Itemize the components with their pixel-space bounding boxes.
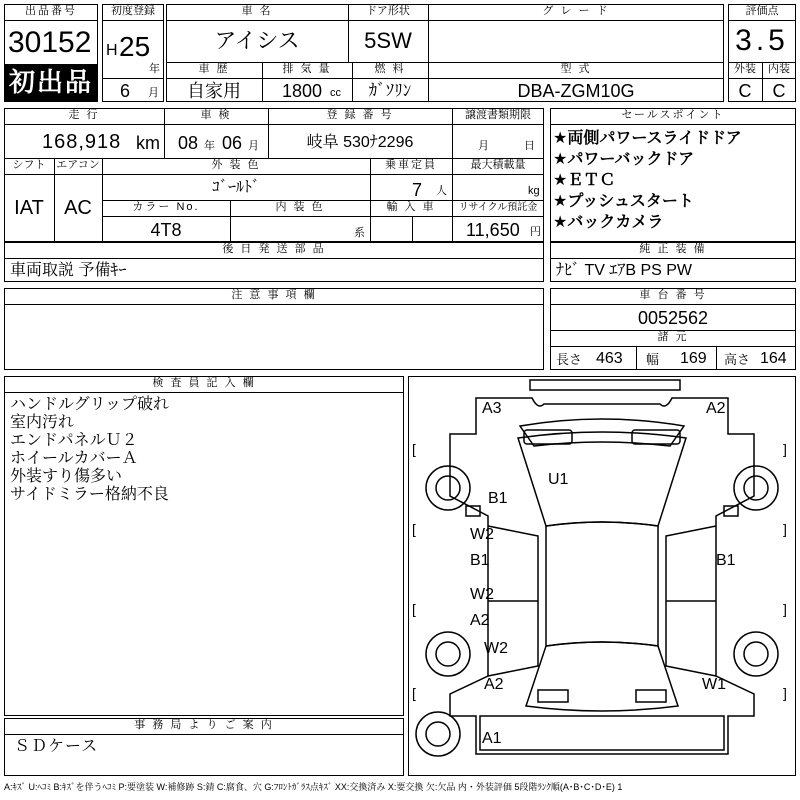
damage-mark: B1 (470, 552, 490, 569)
legend: A:ｷｽﾞ U:ﾍｺﾐ B:ｷｽﾞを伴うﾍｺﾐ P:要塗装 W:補修跡 S:錆 C:腐食、穴 G:ﾌﾛﾝﾄｶﾞﾗｽ点ｷｽﾞ XX:交換済み X:要交換 欠:欠品 内・外装評価 5段階ﾗﾝｸ順(A･B･C･D･E) 1 (4, 782, 623, 792)
sales-point-item: ★プッシュスタート (553, 193, 694, 210)
color-label: 外 装 色 (211, 159, 261, 171)
load-label: 最大積載量 (470, 159, 526, 171)
damage-mark: W1 (702, 676, 726, 693)
inspector-label: 検 査 員 記 入 欄 (152, 377, 256, 389)
history: 自家用 (187, 81, 241, 101)
left-taillight (538, 690, 568, 702)
ac: AC (64, 197, 92, 219)
damage-mark: W2 (484, 640, 508, 657)
month-unit: 月 (148, 87, 159, 99)
later-parts: 車両取説 予備ｷｰ (10, 262, 127, 279)
year-unit: 年 (149, 63, 160, 75)
office-note: ＳＤケース (14, 738, 99, 755)
mileage-unit: km (136, 133, 160, 153)
damage-mark: W2 (470, 586, 494, 603)
inspection-month: 06 (222, 133, 243, 153)
damage-mark: A2 (470, 612, 490, 629)
inspection-year-unit: 年 (204, 140, 215, 152)
side-bracket: ] (783, 685, 787, 701)
roof (546, 522, 658, 646)
side-bracket: [ (412, 601, 416, 617)
era: H (106, 42, 118, 59)
inspector-note: ハンドルグリップ破れ (10, 396, 170, 413)
capacity: 7 (412, 180, 423, 200)
sales-point-item: ★両側パワースライドドア (553, 130, 742, 147)
reg-no-label: 登 録 番 号 (326, 109, 394, 121)
inspector-note: エンドパネルＵ２ (10, 432, 138, 449)
inspector-notes (10, 396, 169, 504)
inspector-note: 室内汚れ (10, 414, 75, 431)
fuel-label: 燃 料 (374, 63, 406, 75)
transfer-label: 譲渡書類期限 (465, 109, 531, 121)
import-label: 輸 入 車 (386, 201, 436, 213)
damage-mark: A2 (484, 676, 504, 693)
inspection-label: 車 検 (200, 109, 232, 121)
car-name-label: 車 名 (241, 5, 273, 17)
front-bumper (530, 380, 680, 390)
sales-point-item: ★ＥＴＣ (553, 172, 616, 189)
spare-tire (416, 712, 460, 756)
height-label: 高さ (724, 352, 751, 367)
capacity-unit: 人 (436, 185, 447, 197)
damage-mark: A2 (706, 400, 726, 417)
displacement: 1800 (282, 81, 323, 101)
later-parts-label: 後 日 発 送 部 品 (222, 243, 326, 255)
registration-year: 25 (119, 31, 151, 62)
door-label: ドア形状 (366, 5, 410, 17)
mileage-label: 走 行 (68, 109, 100, 121)
first-listing-badge: 初出品 (5, 64, 97, 101)
inspection-year: 08 (178, 133, 199, 153)
recycle-fee: 11,650 (466, 220, 520, 240)
ac-label: エアコン (56, 159, 100, 171)
transfer-day-unit: 日 (524, 140, 535, 152)
inspector-note: ホイールカバーＡ (10, 450, 138, 467)
damage-mark: U1 (548, 471, 569, 488)
right-taillight (636, 690, 666, 702)
rear-window (526, 642, 678, 711)
capacity-label: 乗車定員 (385, 159, 437, 171)
color-no: 4T8 (150, 220, 182, 240)
sales-points-list (553, 128, 795, 233)
inspection-month-unit: 月 (248, 140, 259, 152)
damage-mark: B1 (716, 552, 736, 569)
side-bracket: [ (412, 685, 416, 701)
lot-number-label: 出品番号 (25, 5, 77, 17)
damage-mark: W2 (470, 526, 494, 543)
rear-bumper (480, 716, 724, 750)
mileage: 168,918 (42, 131, 122, 153)
chassis-label: 車 台 番 号 (639, 289, 707, 301)
wheel-rear-left (426, 632, 470, 676)
wheel-front-right (734, 466, 778, 510)
length-label: 長さ (556, 352, 583, 367)
displacement-label: 排 気 量 (282, 63, 332, 75)
recycle-label: リサイクル預託金 (458, 202, 538, 213)
history-label: 車 歴 (198, 63, 230, 75)
interior-color-label: 内 装 色 (275, 201, 325, 213)
sales-points-label: セールスポイント (621, 109, 725, 121)
color-no-label: カラー No. (132, 201, 200, 213)
car-name: アイシス (214, 28, 300, 53)
lot-number: 30152 (8, 26, 92, 59)
reg-no: 岐阜 530ﾅ2296 (306, 134, 414, 151)
exterior-color: ｺﾞｰﾙﾄﾞ (211, 179, 260, 196)
caution-label: 注 意 事 項 欄 (231, 289, 317, 301)
recycle-unit: 円 (530, 226, 541, 238)
side-bracket: ] (783, 601, 787, 617)
side-bracket: ] (783, 521, 787, 537)
spec-label: 諸 元 (657, 331, 689, 343)
first-registration-label: 初度登録 (111, 5, 155, 17)
displacement-unit: cc (330, 87, 341, 99)
side-bracket: ] (783, 441, 787, 457)
height: 164 (760, 350, 787, 367)
inspector-note: サイドミラー格納不良 (10, 486, 169, 503)
model-label: 型 式 (560, 63, 592, 75)
interior-label: 内装 (768, 63, 790, 75)
inspector-note: 外装すり傷多い (10, 468, 123, 485)
score-label: 評価点 (745, 5, 779, 17)
car-diagram (408, 376, 796, 776)
shift-label: シフト (12, 159, 46, 171)
width: 169 (680, 350, 707, 367)
side-bracket: [ (412, 521, 416, 537)
interior-color-unit: 系 (354, 227, 365, 239)
damage-mark: A1 (482, 730, 502, 747)
damage-mark: B1 (488, 490, 508, 507)
equipment-label: 純 正 装 備 (639, 243, 707, 255)
model: DBA-ZGM10G (517, 81, 635, 101)
grade-label: グ レ ー ド (542, 5, 610, 17)
shift: IAT (14, 197, 44, 219)
exterior-score: C (738, 81, 752, 101)
office-notes (14, 738, 98, 756)
side-bracket: [ (412, 441, 416, 457)
damage-mark: A3 (482, 400, 502, 417)
door-type: 5SW (364, 28, 412, 53)
sales-point-item: ★パワーバックドア (553, 151, 695, 168)
windshield (518, 432, 686, 526)
body-outline (450, 398, 754, 754)
transfer-month-unit: 月 (478, 140, 489, 152)
interior-score: C (772, 81, 786, 101)
sales-point-item: ★バックカメラ (553, 214, 664, 231)
equipment: ﾅﾋﾞ TV ｴｱB PS PW (556, 262, 693, 279)
fuel: ｶﾞｿﾘﾝ (368, 81, 412, 100)
score: 3.5 (735, 24, 789, 57)
wheel-rear-right (734, 632, 778, 676)
registration-month: 6 (120, 81, 131, 101)
width-label: 幅 (646, 352, 660, 367)
chassis-number: 0052562 (637, 308, 709, 328)
exterior-label: 外装 (734, 63, 756, 75)
wheel-front-left (426, 466, 470, 510)
length: 463 (596, 350, 623, 367)
details-block (4, 108, 544, 242)
load-unit: kg (528, 185, 540, 197)
office-label: 事 務 局 よ り ご 案 内 (134, 719, 274, 731)
